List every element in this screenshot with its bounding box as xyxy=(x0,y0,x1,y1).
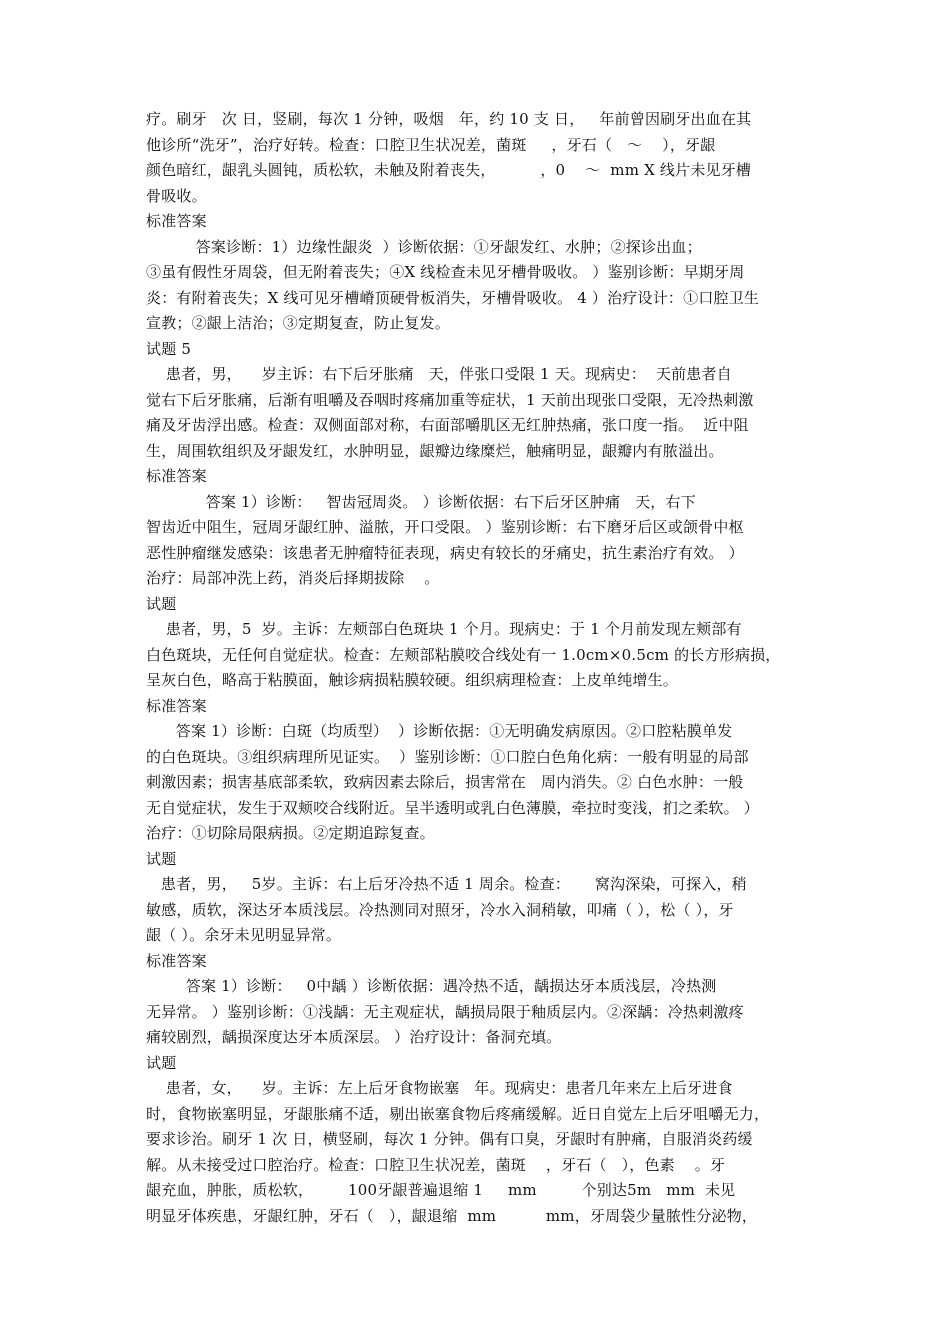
text-line: 患者，男，5 岁。主诉：左颊部白色斑块 1 个月。现病史：于 1 个月前发现左颊部有 xyxy=(146,620,742,638)
text-line: 炎：有附着丧失；X 线可见牙槽嵴顶硬骨板消失，牙槽骨吸收。 4 ）治疗设计：①口腔卫生 xyxy=(146,288,760,307)
text-line: 治疗：局部冲洗上药，消炎后择期拔除 。 xyxy=(146,569,440,587)
text-line: 治疗：①切除局限病损。②定期追踪复查。 xyxy=(146,824,435,842)
text-line: 无异常。 ）鉴别诊断：①浅龋：无主观症状，龋损局限于釉质层内。②深龋：冷热刺激疼 xyxy=(146,1002,744,1021)
document-page xyxy=(146,107,810,1229)
text-line: 患者，女， 岁。主诉：左上后牙食物嵌塞 年。现病史：患者几年来左上后牙进食 xyxy=(146,1079,733,1097)
text-line: 要求诊治。刷牙 1 次 日，横竖刷，每次 1 分钟。偶有口臭，牙龈时有肿痛，自服消炎药缓 xyxy=(146,1130,753,1148)
case-8 xyxy=(146,1076,810,1229)
case-4-history xyxy=(146,107,810,209)
text-line: 答案诊断：1）边缘性龈炎 ）诊断依据：①牙龈发红、水肿；②探诊出血； xyxy=(146,237,702,256)
text-line: 时，食物嵌塞明显，牙龈胀痛不适，剔出嵌塞食物后疼痛缓解。近日自觉左上后牙咀嚼无力， xyxy=(146,1104,770,1123)
text-line: ③虽有假性牙周袋，但无附着丧失；④X 线检查未见牙槽骨吸收。 ）鉴别诊断：早期牙周 xyxy=(146,263,745,281)
text-line: 的白色斑块。③组织病理所见证实。 ）鉴别诊断：①口腔白色角化病：一般有明显的局部 xyxy=(146,747,749,766)
text-line: 颜色暗红，龈乳头圆钝，质松软，未触及附着丧失， ，0 ～ mm X 线片未见牙槽 xyxy=(146,161,752,179)
text-line: 觉右下后牙胀痛，后渐有咀嚼及吞咽时疼痛加重等症状，1 天前出现张口受限，无冷热刺激 xyxy=(146,390,754,409)
case-5 xyxy=(146,362,810,464)
text-line: 智齿近中阻生，冠周牙龈红肿、溢脓，开口受限。 ）鉴别诊断：右下磨牙后区或颌骨中枢 xyxy=(146,518,744,536)
case-7 xyxy=(146,872,810,949)
answer-4 xyxy=(146,235,810,337)
answer-heading: 标准答案 xyxy=(146,951,207,970)
text-line: 明显牙体疾患，牙龈红肿，牙石（ ），龈退缩 mm mm，牙周袋少量脓性分泌物， xyxy=(146,1206,758,1225)
text-line: 刺激因素；损害基底部柔软，致病因素去除后，损害常在 周内消失。② 白色水肿：一般 xyxy=(146,773,744,791)
text-line: 他诊所“洗牙”，治疗好转。检查：口腔卫生状况差，菌斑 ，牙石（ ～ ），牙龈 xyxy=(146,135,716,154)
text-line: 患者，男， 5岁。主诉：右上后牙冷热不适 1 周余。检查： 窝沟深染，可探入，稍 xyxy=(146,875,747,893)
case-6 xyxy=(146,617,810,694)
question-heading: 试题 xyxy=(146,849,177,868)
text-line: 骨吸收。 xyxy=(146,186,207,205)
answer-heading: 标准答案 xyxy=(146,467,207,485)
text-line: 白色斑块，无任何自觉症状。检查：左颊部粘膜咬合线处有一 1.0cm×0.5cm 的长方形病损， xyxy=(146,645,781,664)
answer-heading: 标准答案 xyxy=(146,212,207,230)
text-line: 答案 1）诊断： 0中龋 ）诊断依据：遇冷热不适，龋损达牙本质浅层，冷热测 xyxy=(146,977,717,995)
text-line: 答案 1）诊断：白斑（均质型） ）诊断依据：①无明确发病原因。②口腔粘膜单发 xyxy=(146,722,733,740)
answer-heading: 标准答案 xyxy=(146,696,207,715)
text-line: 呈灰白色，略高于粘膜面，触诊病损粘膜较硬。组织病理检查：上皮单纯增生。 xyxy=(146,671,679,689)
answer-7 xyxy=(146,974,810,1051)
text-line: 生，周围软组织及牙龈发红，水肿明显，龈瓣边缘糜烂，触痛明显，龈瓣内有脓溢出。 xyxy=(146,441,724,460)
text-line: 龈（ ）。余牙未见明显异常。 xyxy=(146,926,342,944)
text-line: 敏感，质软，深达牙本质浅层。冷热测同对照牙，冷水入洞稍敏，叩痛（ ），松（ ），牙 xyxy=(146,900,734,919)
text-line: 解。从未接受过口腔治疗。检查：口腔卫生状况差，菌斑 ，牙石（ ），色素 。牙 xyxy=(146,1155,726,1174)
question-heading: 试题 xyxy=(146,594,177,613)
text-line: 宣教；②龈上洁治；③定期复查，防止复发。 xyxy=(146,314,451,332)
question-heading: 试题 xyxy=(146,1053,177,1072)
text-line: 恶性肿瘤继发感染：该患者无肿瘤特征表现，病史有较长的牙痛史，抗生素治疗有效。 ） xyxy=(146,543,744,562)
text-line: 无自觉症状，发生于双颊咬合线附近。呈半透明或乳白色薄膜，牵拉时变浅，扪之柔软。 ） xyxy=(146,798,759,817)
question-heading: 试题 5 xyxy=(146,339,192,358)
text-line: 患者，男， 岁主诉：右下后牙胀痛 天，伴张口受限 1 天。现病史： 天前患者自 xyxy=(146,365,732,383)
answer-6 xyxy=(146,719,810,847)
text-line: 痛较剧烈，龋损深度达牙本质深层。 ）治疗设计：备洞充填。 xyxy=(146,1028,562,1046)
text-line: 答案 1）诊断： 智齿冠周炎。 ）诊断依据：右下后牙区肿痛 天，右下 xyxy=(146,492,696,511)
answer-5 xyxy=(146,490,810,592)
text-line: 痛及牙齿浮出感。检查：双侧面部对称，右面部嚼肌区无红肿热痛，张口度一指。 近中阻 xyxy=(146,416,749,434)
text-line: 疗。刷牙 次 日，竖刷，每次 1 分钟，吸烟 年，约 10 支 日， 年前曾因刷牙出血在其 xyxy=(146,110,752,128)
text-line: 龈充血，肿胀，质松软， 100牙龈普遍退缩 1 mm 个别达5m mm 未见 xyxy=(146,1181,736,1199)
